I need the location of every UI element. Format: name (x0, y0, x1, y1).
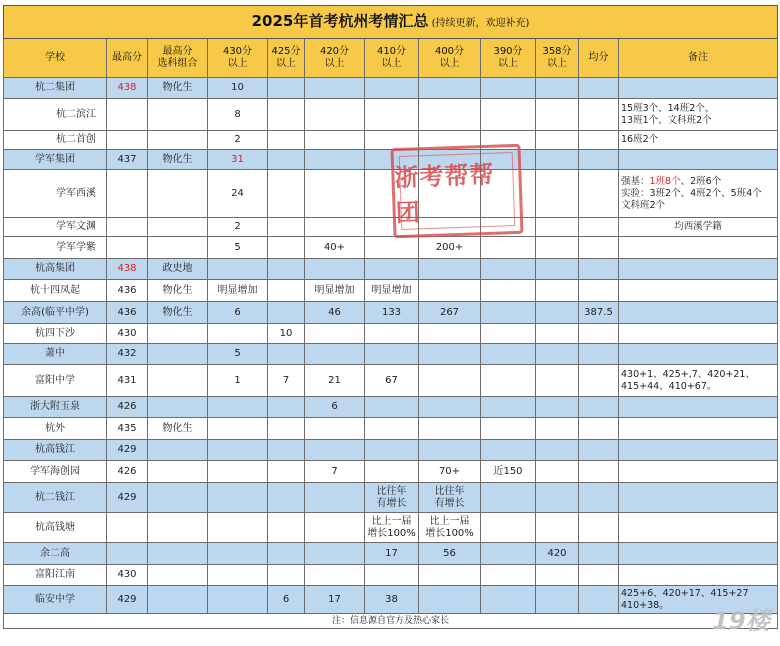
school-name: 杭高集团 (4, 259, 107, 280)
school-name: 学军文渊 (4, 218, 107, 237)
count-400: 比上一届 增长100% (419, 513, 481, 543)
school-name: 学军海创园 (4, 461, 107, 483)
count-410: 比往年 有增长 (365, 483, 419, 513)
notes-cell: 16班2个 (619, 131, 778, 150)
top-score: 426 (107, 461, 148, 483)
count-420: 46 (305, 302, 365, 324)
table-row (4, 237, 778, 259)
subject-combo: 政史地 (148, 259, 208, 280)
notes-cell: 15班3个、14班2个、 13班1个、文科班2个 (619, 99, 778, 131)
notes-cell: 430+1、425+,7、420+21、 415+44、410+67。 (619, 365, 778, 397)
school-name: 杭高钱江 (4, 440, 107, 461)
school-name: 杭高钱塘 (4, 513, 107, 543)
table-row (4, 131, 778, 150)
school-name: 杭二滨江 (4, 99, 107, 131)
table-row (4, 513, 778, 543)
count-420: 40+ (305, 237, 365, 259)
table-row (4, 586, 778, 614)
count-430: 1 (208, 365, 268, 397)
stamp-logo: 浙考帮帮团 (390, 144, 523, 238)
header-430: 430分 以上 (208, 39, 268, 78)
school-name: 学军西溪 (4, 170, 107, 218)
header-row (4, 39, 778, 78)
header-425: 425分 以上 (268, 39, 305, 78)
school-name: 杭二集团 (4, 78, 107, 99)
count-400: 70+ (419, 461, 481, 483)
header-358: 358分 以上 (536, 39, 579, 78)
count-430: 5 (208, 344, 268, 365)
count-425: 6 (268, 586, 305, 614)
top-score: 430 (107, 324, 148, 344)
school-name: 富阳中学 (4, 365, 107, 397)
count-430: 6 (208, 302, 268, 324)
header-avg: 均分 (579, 39, 619, 78)
top-score: 426 (107, 397, 148, 418)
top-score: 436 (107, 302, 148, 324)
count-430: 10 (208, 78, 268, 99)
table-row (4, 99, 778, 131)
top-score: 432 (107, 344, 148, 365)
subject-combo: 物化生 (148, 78, 208, 99)
school-name: 萧中 (4, 344, 107, 365)
subject-combo: 物化生 (148, 280, 208, 302)
header-combo: 最高分 选科组合 (148, 39, 208, 78)
school-name: 临安中学 (4, 586, 107, 614)
count-400: 200+ (419, 237, 481, 259)
school-name: 富阳江南 (4, 565, 107, 586)
count-420: 21 (305, 365, 365, 397)
count-410: 17 (365, 543, 419, 565)
table-row (4, 280, 778, 302)
subject-combo: 物化生 (148, 150, 208, 170)
school-name: 学军学紫 (4, 237, 107, 259)
average-score: 387.5 (579, 302, 619, 324)
notes-cell: 均西溪学籍 (619, 218, 778, 237)
table-row (4, 543, 778, 565)
top-score: 437 (107, 150, 148, 170)
count-430: 2 (208, 218, 268, 237)
count-420: 明显增加 (305, 280, 365, 302)
count-410: 67 (365, 365, 419, 397)
table-row (4, 302, 778, 324)
header-400: 400分 以上 (419, 39, 481, 78)
notes-cell: 强基：1班8个、2班6个 实验：3班2个、4班2个、5班4个 文科班2个 (619, 170, 778, 218)
subject-combo: 物化生 (148, 418, 208, 440)
table-title-cell (4, 6, 778, 39)
watermark-logo: 19楼 (712, 606, 770, 635)
school-name: 杭外 (4, 418, 107, 440)
count-400: 267 (419, 302, 481, 324)
count-420: 6 (305, 397, 365, 418)
count-390: 近150 (481, 461, 536, 483)
header-410: 410分 以上 (365, 39, 419, 78)
page-subtitle: (持续更新，欢迎补充) (431, 17, 530, 29)
page-title: 2025年首考杭州考情汇总 (251, 11, 429, 30)
table-row (4, 397, 778, 418)
top-score: 429 (107, 483, 148, 513)
table-row (4, 461, 778, 483)
notes-cell: 425+6、420+17、415+27 410+38。 (619, 586, 778, 614)
count-410: 比上一届 增长100% (365, 513, 419, 543)
footer-row (4, 614, 778, 629)
count-420: 17 (305, 586, 365, 614)
top-score: 438 (107, 259, 148, 280)
top-score: 430 (107, 565, 148, 586)
header-420: 420分 以上 (305, 39, 365, 78)
count-425: 7 (268, 365, 305, 397)
table-row (4, 218, 778, 237)
count-410: 38 (365, 586, 419, 614)
header-notes: 备注 (619, 39, 778, 78)
exam-summary-table (3, 5, 778, 629)
top-score: 438 (107, 78, 148, 99)
count-430: 2 (208, 131, 268, 150)
school-name: 杭二首创 (4, 131, 107, 150)
top-score: 429 (107, 440, 148, 461)
table-row (4, 418, 778, 440)
table-row (4, 324, 778, 344)
table-row (4, 344, 778, 365)
count-430: 8 (208, 99, 268, 131)
top-score: 435 (107, 418, 148, 440)
count-400: 56 (419, 543, 481, 565)
table-row (4, 565, 778, 586)
school-name: 杭十四凤起 (4, 280, 107, 302)
count-430: 5 (208, 237, 268, 259)
table-row (4, 483, 778, 513)
school-name: 余二高 (4, 543, 107, 565)
school-name: 余高(临平中学) (4, 302, 107, 324)
source-note: 注：信息源自官方及热心家长 (4, 614, 778, 629)
highlight-note: 1班8个 (649, 175, 681, 187)
subject-combo: 物化生 (148, 302, 208, 324)
table-row (4, 365, 778, 397)
header-390: 390分 以上 (481, 39, 536, 78)
header-school: 学校 (4, 39, 107, 78)
count-430: 明显增加 (208, 280, 268, 302)
header-top-score: 最高分 (107, 39, 148, 78)
top-score: 436 (107, 280, 148, 302)
school-name: 学军集团 (4, 150, 107, 170)
count-400: 比往年 有增长 (419, 483, 481, 513)
school-name: 浙大附玉泉 (4, 397, 107, 418)
count-410: 明显增加 (365, 280, 419, 302)
table-row (4, 259, 778, 280)
count-410: 133 (365, 302, 419, 324)
count-425: 10 (268, 324, 305, 344)
count-358: 420 (536, 543, 579, 565)
top-score: 429 (107, 586, 148, 614)
school-name: 杭二钱江 (4, 483, 107, 513)
count-420: 7 (305, 461, 365, 483)
table-row (4, 78, 778, 99)
count-430: 31 (208, 150, 268, 170)
count-430: 24 (208, 170, 268, 218)
school-name: 杭四下沙 (4, 324, 107, 344)
top-score: 431 (107, 365, 148, 397)
table-row (4, 440, 778, 461)
